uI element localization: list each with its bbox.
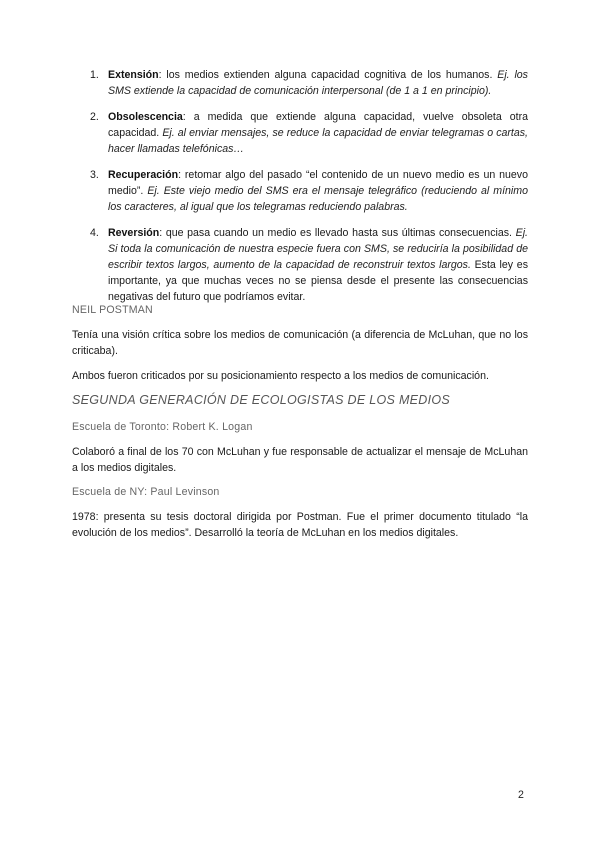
law-text: : los medios extienden alguna capacidad cognitiva de los humanos. [158, 69, 498, 81]
law-number: 2. [90, 111, 99, 123]
ny-paragraph: 1978: presenta su tesis doctoral dirigida por Postman. Fue el primer documento titulado “la evolución de los medios”. Desarrolló la teoría de McLuhan en los medios digitales. [72, 511, 528, 539]
ny-heading: Escuela de NY: Paul Levinson [72, 486, 220, 498]
laws-list [72, 67, 528, 315]
law-text: : retomar algo del pasado “el contenido de un nuevo medio es un nuevo medio”. [108, 169, 528, 197]
law-term: Obsolescencia [108, 111, 183, 123]
second-generation-heading: SEGUNDA GENERACIÓN DE ECOLOGISTAS DE LOS MEDIOS [72, 393, 451, 407]
postman-heading: NEIL POSTMAN [72, 304, 153, 316]
law-number: 1. [90, 69, 99, 81]
law-term: Extensión [108, 69, 159, 81]
postman-paragraph-2: Ambos fueron criticados por su posicionamiento respecto a los medios de comunicación. [72, 370, 489, 382]
law-item-obsolescence [72, 109, 528, 157]
law-text: : que pasa cuando un medio es llevado hasta sus últimas consecuencias. [159, 227, 516, 239]
law-item-reversal [72, 225, 528, 305]
law-example: Ej. al enviar mensajes, se reduce la capacidad de enviar telegramas o cartas, hacer llamadas telefónicas… [108, 127, 529, 155]
law-example: Ej. Si toda la comunicación de nuestra especie fuera con SMS, se reduciría la posibilidad de escribir textos largos, aumento de la capacidad de reconstruir textos largos. [108, 227, 528, 271]
law-number: 3. [90, 169, 99, 181]
law-after: Esta ley es importante, ya que muchas veces no se piensa desde el presente las consecuencias negativas del futuro que podríamos evitar. [108, 259, 528, 303]
law-text: : a medida que extiende alguna capacidad, vuelve obsoleta otra capacidad. [108, 111, 528, 139]
law-term: Reversión [108, 227, 160, 239]
law-example: Ej. Este viejo medio del SMS era el mensaje telegráfico (reduciendo al mínimo los caracteres, al igual que los telegramas reduciendo palabras. [108, 185, 528, 213]
law-term: Recuperación [108, 169, 179, 181]
law-item-retrieval [72, 167, 528, 215]
law-number: 4. [90, 227, 99, 239]
postman-paragraph-1: Tenía una visión crítica sobre los medios de comunicación (a diferencia de McLuhan, que no los criticaba). [72, 329, 528, 357]
law-item-extension [72, 67, 528, 99]
page-number: 2 [518, 789, 524, 801]
toronto-heading: Escuela de Toronto: Robert K. Logan [72, 421, 253, 433]
toronto-paragraph: Colaboró a final de los 70 con McLuhan y fue responsable de actualizar el mensaje de McLuhan a los medios digitales. [72, 446, 528, 474]
law-example: Ej. los SMS extiende la capacidad de comunicación interpersonal (de 1 a 1 en principio). [108, 69, 528, 97]
